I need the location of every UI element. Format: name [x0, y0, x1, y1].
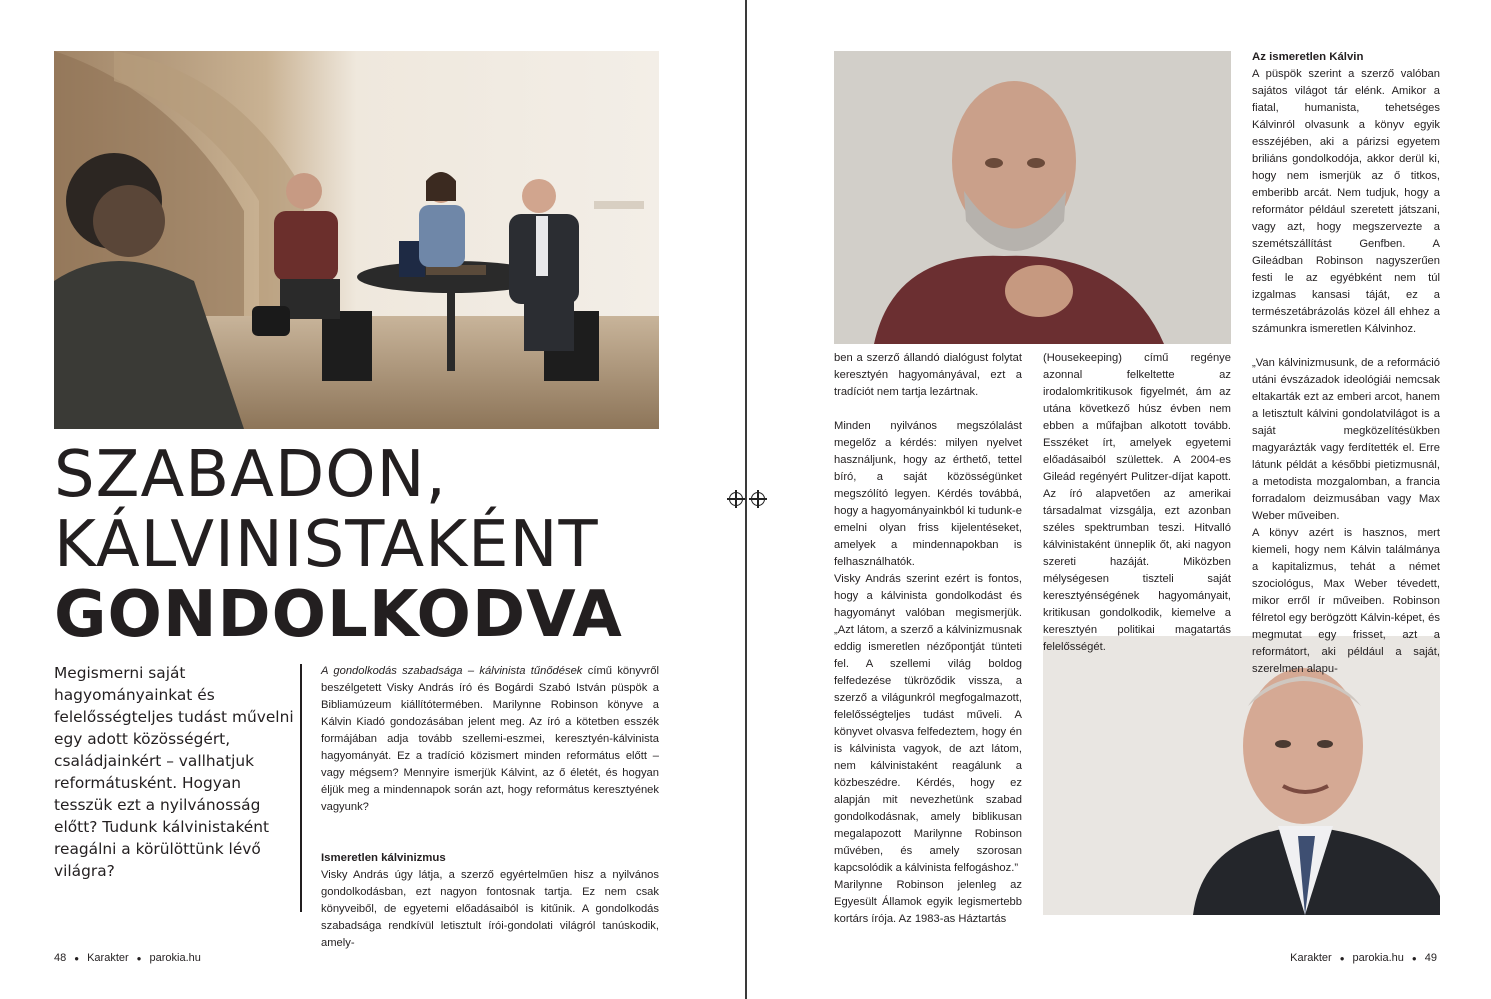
- col1-paragraph-1: ben a szerző állandó dialógust folytat keresztyén hagyományával, ezt a tradíciót nem tartja lezártnak.: [834, 352, 1022, 398]
- intro-text: című könyvről beszélgetett Visky András író és Bogárdi Szabó István püspök a Bibliamúzeum kiállítótermében. Marilynne Robinson könyve a Kálvin Kiadó gondozásában jelent meg. Az író a kötetben esszék formájában adja tovább szellemi-eszmei, keresztyén-kálvinista hagyományát. Ez a tradíció közismert minden református előtt – vagy mégsem? Mennyire ismerjük Kálvint, az ő életét, és hogyan éljük meg a mindennapok során azt, hogy református keresztyének vagyunk?: [321, 665, 659, 813]
- registration-mark-icon: [751, 492, 765, 506]
- website: parokia.hu: [149, 952, 201, 964]
- registration-mark-icon: [729, 492, 743, 506]
- website: parokia.hu: [1352, 952, 1404, 964]
- col1-paragraph-4: Marilynne Robinson jelenleg az Egyesült Államok egyik legismertebb kortárs írója. Az 1983-as Háztartás: [834, 879, 1022, 925]
- left-body-column: [321, 663, 659, 952]
- section-paragraph: Visky András úgy látja, a szerző egyértelműen hisz a nyilvános gondolkodásban, ezt nagyon fontosnak tartja. Ez nem csak könyveiből, de egyetemi előadásaiból is kitűnik. A gondolkodás szabadsága rendkívül letisztult írói-gondolati világról tanúskodik, amely-: [321, 869, 659, 949]
- article-headline: [54, 440, 704, 650]
- spread-fold: [745, 0, 747, 999]
- headline-line-1: SZABADON,: [54, 438, 447, 512]
- book-title: A gondolkodás szabadsága – kálvinista tűnődések: [321, 665, 583, 677]
- separator-dot-icon: ●: [74, 953, 80, 963]
- col2-paragraph-1: (Housekeeping) című regénye azonnal felkeltette az irodalomkritikusok figyelmét, ám az utána következő húsz évben nem ebben a műfajban alkotott tovább. Esszéket írt, amelyek egyetemi előadásaiból születtek. A 2004-es Gileád regényért Pulitzer-díjat kapott. Az író alapvetően az amerikai társadalmat vizsgálja, ezt azonban széles spektrumban teszi. Hitvalló kálvinistaként ünneplik őt, aki nagyon szereti hazáját. Miközben mélységesen tiszteli saját keresztyénségének hagyományait, kritikusan gondolkodik, kiemelve a keresztyén politikai magatartás felelősségét.: [1043, 352, 1231, 653]
- col1-paragraph-3: Visky András szerint ezért is fontos, hogy a kálvinista gondolkodást és hagyományt valóban megismerjük. „Azt látom, a szerző a kálvinizmusnak eddig ismeretlen nézőpontját tünteti fel. A szellemi világ boldog felfedezése tükröződik vissza, a szerző a világunkról megfogalmazott, felelősségteljes tudást műveli. A könyvet olvasva felfedeztem, hogy én is kálvinista vagyok, de azt látom, nem kálvinistaként reagálunk a közbeszédre. Kérdés, hogy ez alapján mit nevezhetünk szabad gondolkodásnak, amely biblikusan megalapozott Marilynne Robinson művében, és amely szorosan kapcsolódik a kálvinista felfogáshoz.”: [834, 573, 1022, 874]
- right-footer: [1290, 952, 1437, 964]
- separator-dot-icon: ●: [1339, 953, 1345, 963]
- col3-paragraph-2: „Van kálvinizmusunk, de a reformáció utáni évszázadok ideológiái nemcsak eltakarták ezt az emberi arcot, hanem a letisztult kálvini gondolatvilágot is a saját megközelítésükben magyarázták vagy ferdítették el. Erre látunk példát a későbbi pietizmusnál, a metodista mozgalomban, a francia forradalom deizmusában vagy Max Weber műveiben.: [1252, 357, 1440, 522]
- headline-line-3: GONDOLKODVA: [54, 578, 623, 652]
- right-body-column-3: [1252, 49, 1440, 678]
- col1-paragraph-2: Minden nyilvános megszólalást megelőz a kérdés: milyen nyelvet használjunk, hogy az érthető, tettel bíró, a saját közösségünket megszólító legyen. Kérdés továbbá, hogy a hagyományainkból ki tudunk-e emelni olyan friss kijelentéseket, amelyek a mindennapokban is felhasználhatók.: [834, 420, 1022, 568]
- right-body-column-2: [1043, 350, 1231, 656]
- magazine-name: Karakter: [87, 952, 129, 964]
- lead-divider: [300, 664, 302, 912]
- headline-line-2: KÁLVINISTAKÉNT: [54, 508, 599, 582]
- event-photo: [54, 51, 659, 429]
- left-footer: [54, 952, 201, 964]
- page-number: 48: [54, 952, 67, 964]
- separator-dot-icon: ●: [136, 953, 142, 963]
- portrait-visky-photo: [834, 51, 1231, 344]
- article-lead: Megismerni saját hagyományainkat és felelősségteljes tudást művelni egy adott közösségért, családjainkért – vallhatjuk reformátusként. Hogyan tesszük ezt a nyilvánosság előtt? Tudunk kálvinistaként reagálni a körülöttünk lévő világra?: [54, 664, 294, 880]
- col3-paragraph-3: A könyv azért is hasznos, mert kiemeli, hogy nem Kálvin találmánya a kapitalizmus, tehát a német szociológus, Max Weber tévedett, mikor erről ír műveiben. Robinson félretol egy berögzött Kálvin-képet, és megmutat egy frisset, azt a reformátort, aki például a saját, szerelmen alapu-: [1252, 527, 1440, 675]
- section-heading: Az ismeretlen Kálvin: [1252, 51, 1364, 63]
- col3-paragraph-1: A püspök szerint a szerző valóban sajátos világot tár elénk. Amikor a fiatal, humanista, tehetséges Kálvinról olvasunk a könyv egyik esszéjében, aki a párizsi egyetem briliáns gondolkodója, akkor derül ki, hogy nem ismerjük az ő titkos, emberibb arcát. Nem tudjuk, hogy a reformátor például szeretett játszani, vagy azt, hogy megszervezte a szemétszállítást Genfben. A Gileádban Robinson nagyszerűen festi le az egyébként nem túl izgalmas kansasi táját, ez a természetábrázolás közel áll ehhez a számunkra ismeretlen Kálvinhoz.: [1252, 68, 1440, 335]
- separator-dot-icon: ●: [1411, 953, 1417, 963]
- page-number: 49: [1424, 952, 1437, 964]
- intro-paragraph: [321, 663, 659, 816]
- section-heading: Ismeretlen kálvinizmus: [321, 852, 446, 864]
- magazine-name: Karakter: [1290, 952, 1332, 964]
- right-body-column-1: [834, 350, 1022, 928]
